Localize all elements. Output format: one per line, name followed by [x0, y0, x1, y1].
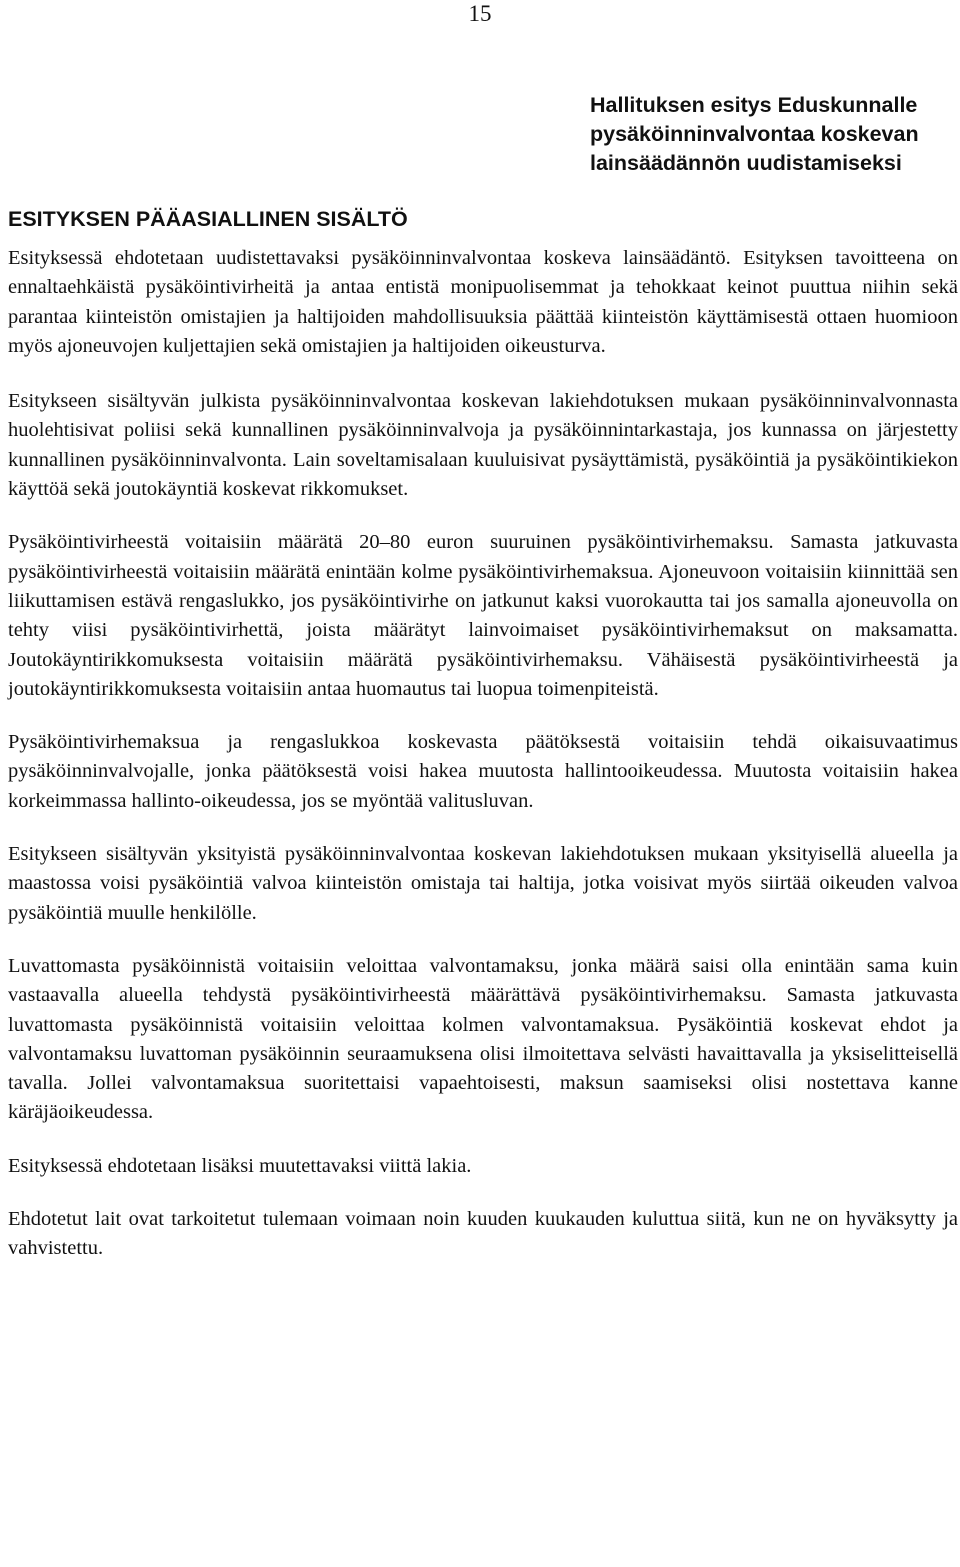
- paragraph-summary: Esityksessä ehdotetaan uudistettavaksi pysäköinninvalvontaa koskeva lainsäädäntö. Esityksen tavoitteena on ennaltaehkäistä pysäköintivirheitä ja antaa entistä monipuolisemmat ja tehokkaat keinot puuttua niihin sekä parantaa kiinteistön omistajien ja haltijoiden mahdollisuuksia päättää kiinteistön käyttämisestä ottaen huomioon myös ajoneuvojen kuljettajien sekä omistajien ja haltijoiden oikeusturva.: [8, 247, 958, 357]
- body-text: [8, 244, 958, 1288]
- document-title: [590, 91, 956, 178]
- page-number: 15: [468, 1, 492, 26]
- paragraph-parking-fines: Pysäköintivirheestä voitaisiin määrätä 20–80 euron suuruinen pysäköintivirhemaksu. Samasta jatkuvasta pysäköintivirheestä voitaisiin määrätä enintään kolme pysäköintivirhemaksua. Ajoneuvoon voitaisiin kiinnittää sen liikuttamisen estävä rengaslukko, jos pysäköintivirhe on jatkunut kaksi vuorokautta tai jos samalla ajoneuvolla on tehty viisi pysäköintivirhettä, joista määrätyt lainvoimaiset pysäköintivirhemaksut on maksamatta. Joutokäyntirikkomuksesta voitaisiin määrätä pysäköintivirhemaksu. Vähäisestä pysäköintivirheestä ja joutokäyntirikkomuksesta voitaisiin antaa huomautus tai luopua toimenpiteistä.: [8, 531, 958, 700]
- paragraph-public-enforcement: Esitykseen sisältyvän julkista pysäköinninvalvontaa koskevan lakiehdotuksen mukaan pysäköinninvalvonnasta huolehtisivat poliisi sekä kunnallinen pysäköinninvalvoja ja pysäköinnintarkastaja, jos kunnassa on järjestetty kunnallinen pysäköinninvalvonta. Lain soveltamisalaan kuuluisivat pysäyttämistä, pysäköintiä ja pysäköintikiekon käyttöä sekä joutokäyntiä koskevat rikkomukset.: [8, 390, 958, 501]
- paragraph-appeals: Pysäköintivirhemaksua ja rengaslukkoa koskevasta päätöksestä voitaisiin tehdä oikaisuvaatimus pysäköinninvalvojalle, jonka päätöksestä voisi hakea muutosta hallintooikeudessa. Muutosta voitaisiin hakea korkeimmassa hallinto-oikeudessa, jos se myöntää valitusluvan.: [8, 731, 958, 812]
- paragraph-amended-laws: Esityksessä ehdotetaan lisäksi muutettavaksi viittä lakia.: [8, 1154, 472, 1177]
- document-title-line: lainsäädännön uudistamiseksi: [590, 151, 902, 175]
- paragraph-control-fee: Luvattomasta pysäköinnistä voitaisiin veloittaa valvontamaksu, jonka määrä saisi olla enintään sama kuin vastaavalla alueella tehdystä pysäköintivirheestä määrättävä pysäköintivirhemaksu. Samasta jatkuvasta luvattomasta pysäköinnistä voitaisiin veloittaa kolmen valvontamaksua. Pysäköintiä koskevat ehdot ja valvontamaksu luvattoman pysäköinnin seuraamuksena olisi ilmoitettava selvästi havaittavalla ja yksiselitteisellä tavalla. Jollei valvontamaksua suoritettaisi vapaehtoisesti, maksun saamiseksi olisi nostettava kanne käräjäoikeudessa.: [8, 954, 958, 1124]
- section-heading: ESITYKSEN PÄÄASIALLINEN SISÄLTÖ: [8, 207, 408, 231]
- paragraph-entry-into-force: Ehdotetut lait ovat tarkoitetut tulemaan voimaan noin kuuden kuukauden kuluttua siitä, kun ne on hyväksytty ja vahvistettu.: [8, 1208, 958, 1260]
- document-title-line: Hallituksen esitys Eduskunnalle: [590, 93, 918, 117]
- paragraph-private-enforcement: Esitykseen sisältyvän yksityistä pysäköinninvalvontaa koskevan lakiehdotuksen mukaan yksityisellä alueella ja maastossa voisi pysäköintiä valvoa kiinteistön omistaja tai haltija, jotka voisivat myös siirtää oikeuden valvoa pysäköintiä muulle henkilölle.: [8, 843, 958, 924]
- document-title-line: pysäköinninvalvontaa koskevan: [590, 122, 919, 146]
